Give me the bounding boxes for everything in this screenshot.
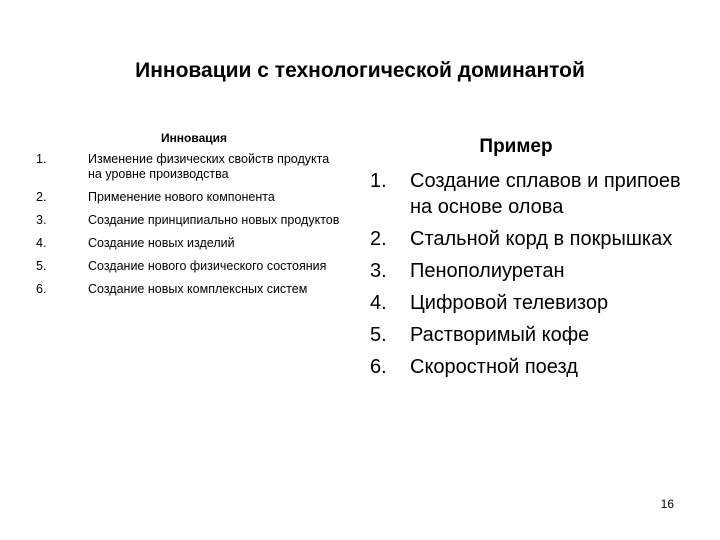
list-item-text: Применение нового компонента: [88, 190, 275, 204]
list-item-text: Скоростной поезд: [410, 356, 578, 378]
list-number: 2.: [370, 228, 387, 250]
list-number: 4.: [36, 236, 47, 250]
list-number: 5.: [36, 259, 47, 273]
example-item: [370, 168, 690, 220]
innovation-column: [36, 130, 342, 305]
list-number: 3.: [370, 260, 387, 282]
list-number: 2.: [36, 190, 47, 204]
example-item: [370, 322, 690, 348]
list-number: 6.: [36, 282, 47, 296]
innovation-item: [36, 259, 342, 274]
innovation-list: [36, 152, 342, 297]
list-item-text: Цифровой телевизор: [410, 292, 609, 314]
example-heading: Пример: [479, 136, 553, 157]
list-item-text: Изменение физических свойств продукта на уровне производства: [88, 152, 330, 181]
innovation-item: [36, 190, 342, 205]
list-item-text: Создание нового физического состояния: [88, 259, 327, 273]
list-item-text: Пенополиуретан: [410, 260, 565, 282]
list-item-text: Создание сплавов и припоев на основе олова: [410, 170, 681, 218]
page-number: 16: [660, 497, 674, 511]
list-number: 1.: [36, 152, 47, 166]
list-item-text: Стальной корд в покрышках: [410, 228, 673, 250]
list-number: 6.: [370, 356, 387, 378]
example-column: [370, 134, 690, 386]
list-item-text: Создание новых изделий: [88, 236, 235, 250]
list-item-text: Создание новых комплексных систем: [88, 282, 308, 296]
innovation-heading: Инновация: [160, 131, 228, 145]
innovation-item: [36, 152, 342, 182]
innovation-item: [36, 213, 342, 228]
innovation-item: [36, 282, 342, 297]
list-item-text: Создание принципиально новых продуктов: [88, 213, 340, 227]
innovation-item: [36, 236, 342, 251]
example-item: [370, 258, 690, 284]
list-number: 5.: [370, 324, 387, 346]
list-number: 3.: [36, 213, 47, 227]
slide-title: Инновации с технологической доминантой: [135, 59, 585, 82]
list-number: 1.: [370, 170, 387, 192]
example-item: [370, 354, 690, 380]
example-item: [370, 226, 690, 252]
example-item: [370, 290, 690, 316]
list-item-text: Растворимый кофе: [410, 324, 590, 346]
list-number: 4.: [370, 292, 387, 314]
example-list: [370, 168, 690, 380]
